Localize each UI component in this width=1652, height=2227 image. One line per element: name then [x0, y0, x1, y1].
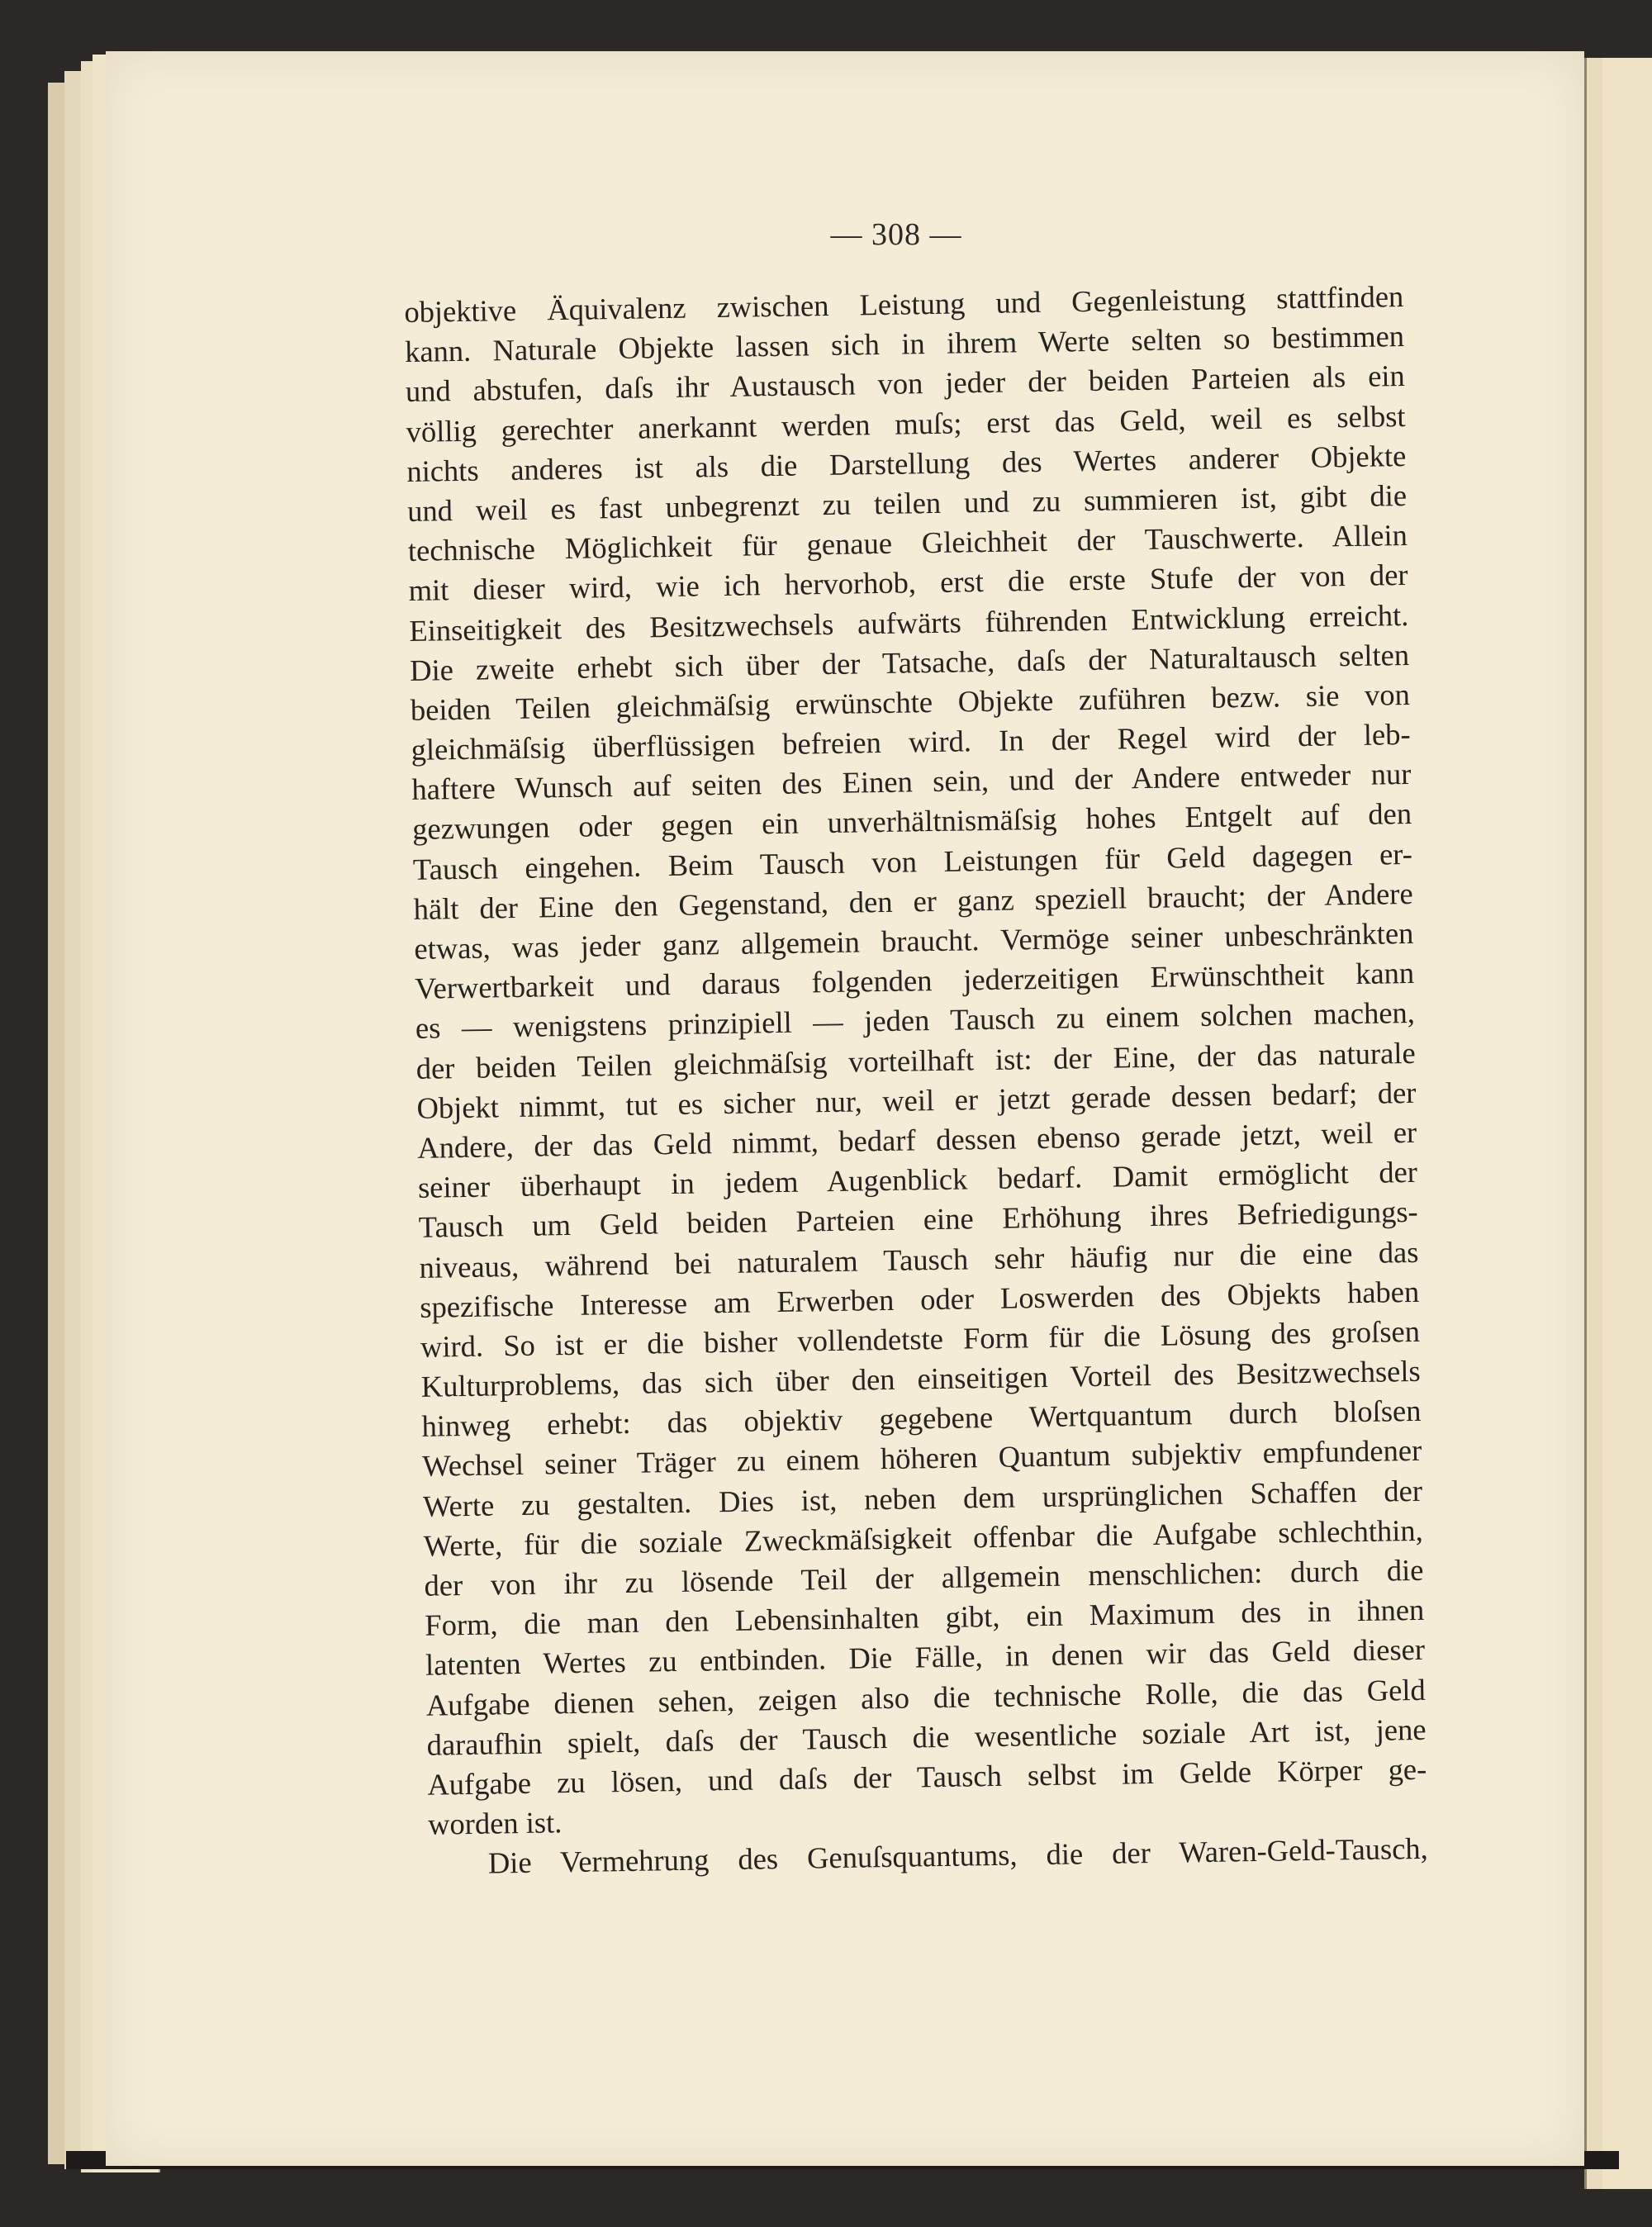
text-line: und abstufen, daſs ihr Austausch von jeder der beiden Parteien als ein [405, 359, 1406, 409]
text-line: nichts anderes ist als die Darstellung des Wertes anderer Objekte [406, 438, 1407, 488]
text-line: Kulturproblems, das sich über den einseitigen Vorteil des Besitzwechsels [420, 1353, 1421, 1403]
text-line: niveaus, während bei naturalem Tausch sehr häufig nur die eine das [419, 1234, 1419, 1284]
page-number: — 308 — [830, 217, 962, 252]
text-line: Aufgabe dienen sehen, zeigen also die technische Rolle, die das Geld [425, 1672, 1427, 1722]
text-line: Werte zu gestalten. Dies ist, neben dem ursprünglichen Schaffen der [422, 1473, 1423, 1523]
text-line: hält der Eine den Gegenstand, den er ganz speziell braucht; der Andere [413, 876, 1413, 926]
text-line: Andere, der das Geld nimmt, bedarf dessen ebenso gerade jetzt, weil er [416, 1114, 1417, 1165]
page-header [0, 216, 1652, 253]
text-line: wird. So ist er die bisher vollendetste Form für die Lösung des groſsen [420, 1313, 1421, 1364]
text-line: daraufhin spielt, daſs der Tausch die wesentliche soziale Art ist, jene [426, 1712, 1427, 1762]
text-line: und weil es fast unbegrenzt zu teilen und zu summieren ist, gibt die [406, 477, 1408, 528]
text-line: Form, die man den Lebensinhalten gibt, ein Maximum des in ihnen [425, 1592, 1425, 1642]
text-line: Tausch eingehen. Beim Tausch von Leistungen für Geld dagegen er- [412, 836, 1413, 886]
text-line: Tausch um Geld beiden Parteien eine Erhöhung ihres Befriedigungs- [418, 1194, 1418, 1245]
text-line: Einseitigkeit des Besitzwechsels aufwärts führenden Entwicklung erreicht. [409, 597, 1409, 648]
text-line: beiden Teilen gleichmäſsig erwünschte Objekte zuführen bezw. sie von [410, 677, 1411, 727]
text-line: Verwertbarkeit und daraus folgenden jederzeitigen Erwünschtheit kann [414, 956, 1415, 1006]
text-line: spezifische Interesse am Erwerben oder Loswerden des Objekts haben [419, 1274, 1420, 1324]
text-line: Objekt nimmt, tut es sicher nur, weil er jetzt gerade dessen bedarf; der [416, 1075, 1417, 1125]
paragraph-start-line: Die Vermehrung des Genuſsquantums, die der Waren-Geld-Tausch, [487, 1831, 1429, 1880]
text-line: gleichmäſsig überflüssigen befreien wird. In der Regel wird der leb- [411, 716, 1411, 767]
text-line: Aufgabe zu lösen, und daſs der Tausch selbst im Gelde Körper ge- [427, 1751, 1427, 1802]
text-line: Die zweite erhebt sich über der Tatsache, daſs der Naturaltausch selten [409, 637, 1410, 687]
text-line: Wechsel seiner Träger zu einem höheren Quantum subjektiv empfundener [421, 1433, 1422, 1484]
text-line: der von ihr zu lösende Teil der allgemein menschlichen: durch die [424, 1552, 1424, 1603]
body-text [404, 277, 1428, 1884]
text-line: völlig gerechter anerkannt werden muſs; erst das Geld, weil es selbst [406, 398, 1406, 449]
text-line: kann. Naturale Objekte lassen sich in ihrem Werte selten so bestimmen [404, 319, 1405, 369]
facing-page-edge [1602, 58, 1652, 2189]
text-line: Werte, für die soziale Zweckmäſsigkeit offenbar die Aufgabe schlechthin, [423, 1512, 1424, 1563]
text-line: latenten Wertes zu entbinden. Die Fälle, in denen wir das Geld dieser [425, 1632, 1426, 1683]
text-line: technische Möglichkeit für genaue Gleichheit der Tauschwerte. Allein [407, 518, 1408, 568]
text-line: seiner überhaupt in jedem Augenblick bedarf. Damit ermöglicht der [417, 1154, 1418, 1204]
text-line: es — wenigstens prinzipiell — jeden Tausch zu einem solchen machen, [415, 995, 1416, 1046]
text-line: etwas, was jeder ganz allgemein braucht. Vermöge seiner unbeschränkten [414, 915, 1414, 966]
text-line: haftere Wunsch auf seiten des Einen sein, und der Andere entweder nur [411, 757, 1412, 807]
text-line: worden ist. [427, 1805, 563, 1841]
text-line: gezwungen oder gegen ein unverhältnismäſsig hohes Entgelt auf den [411, 796, 1412, 847]
text-line: objektive Äquivalenz zwischen Leistung und Gegenleistung stattfinden [404, 278, 1404, 329]
text-line: der beiden Teilen gleichmäſsig vorteilhaft ist: der Eine, der das naturale [415, 1035, 1416, 1085]
text-line: mit dieser wird, wie ich hervorhob, erst die erste Stufe der von der [408, 558, 1408, 608]
text-line: hinweg erhebt: das objektiv gegebene Wertquantum durch bloſsen [421, 1394, 1422, 1444]
